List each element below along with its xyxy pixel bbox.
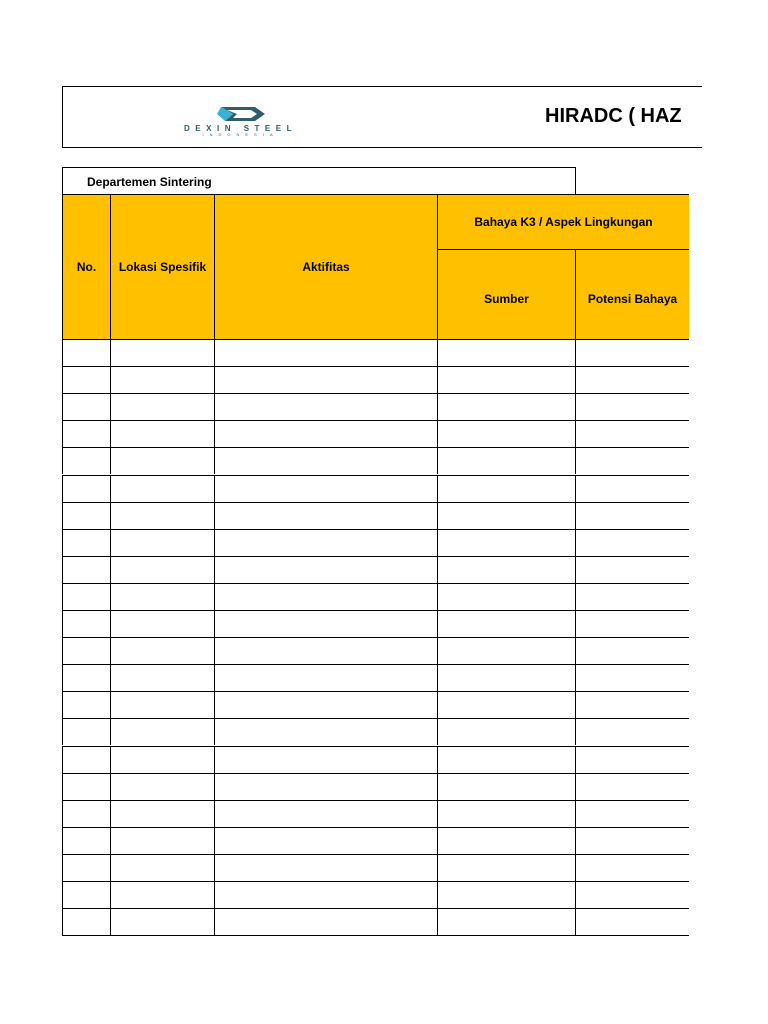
column-header-potensi: Potensi Bahaya — [575, 249, 689, 339]
table-cell-no — [62, 475, 110, 502]
table-cell-no — [62, 664, 110, 691]
table-cell-sumber — [437, 718, 575, 745]
company-logo — [163, 105, 318, 137]
table-cell-potensi — [575, 691, 689, 718]
table-cell-sumber — [437, 610, 575, 637]
table-cell-aktifitas — [214, 447, 437, 474]
table-cell-sumber — [437, 475, 575, 502]
table-cell-potensi — [575, 854, 689, 881]
table-cell-lokasi — [110, 529, 214, 556]
table-cell-aktifitas — [214, 881, 437, 908]
table-cell-aktifitas — [214, 827, 437, 854]
table-cell-sumber — [437, 827, 575, 854]
table-cell-no — [62, 773, 110, 800]
table-cell-potensi — [575, 393, 689, 420]
table-cell-sumber — [437, 366, 575, 393]
table-cell-potensi — [575, 746, 689, 773]
table-cell-sumber — [437, 637, 575, 664]
table-cell-lokasi — [110, 475, 214, 502]
table-cell-aktifitas — [214, 691, 437, 718]
table-cell-potensi — [575, 420, 689, 447]
table-cell-sumber — [437, 447, 575, 474]
table-cell-lokasi — [110, 637, 214, 664]
table-cell-no — [62, 881, 110, 908]
table-cell-no — [62, 583, 110, 610]
table-cell-potensi — [575, 773, 689, 800]
table-cell-aktifitas — [214, 664, 437, 691]
table-cell-sumber — [437, 881, 575, 908]
table-cell-lokasi — [110, 366, 214, 393]
table-cell-sumber — [437, 691, 575, 718]
table-cell-aktifitas — [214, 637, 437, 664]
table-cell-no — [62, 854, 110, 881]
table-cell-potensi — [575, 475, 689, 502]
table-cell-aktifitas — [214, 529, 437, 556]
table-cell-sumber — [437, 502, 575, 529]
table-cell-lokasi — [110, 556, 214, 583]
table-cell-lokasi — [110, 691, 214, 718]
table-cell-no — [62, 339, 110, 366]
table-cell-lokasi — [110, 339, 214, 366]
table-cell-no — [62, 800, 110, 827]
column-header-lokasi: Lokasi Spesifik — [110, 194, 214, 339]
table-cell-aktifitas — [214, 475, 437, 502]
logo-subtext: INDONESIA — [202, 132, 279, 137]
table-cell-lokasi — [110, 420, 214, 447]
table-cell-no — [62, 718, 110, 745]
table-cell-aktifitas — [214, 610, 437, 637]
table-cell-sumber — [437, 420, 575, 447]
table-cell-sumber — [437, 393, 575, 420]
table-cell-aktifitas — [214, 718, 437, 745]
table-cell-no — [62, 827, 110, 854]
table-cell-potensi — [575, 827, 689, 854]
department-label: Departemen Sintering — [62, 167, 576, 195]
table-cell-no — [62, 610, 110, 637]
table-cell-no — [62, 529, 110, 556]
table-cell-aktifitas — [214, 800, 437, 827]
table-cell-aktifitas — [214, 366, 437, 393]
table-cell-potensi — [575, 610, 689, 637]
document-header — [62, 86, 702, 148]
table-cell-potensi — [575, 339, 689, 366]
table-cell-potensi — [575, 583, 689, 610]
column-group-bahaya: Bahaya K3 / Aspek Lingkungan — [437, 194, 689, 249]
table-cell-aktifitas — [214, 339, 437, 366]
table-cell-potensi — [575, 718, 689, 745]
table-cell-no — [62, 746, 110, 773]
table-cell-potensi — [575, 529, 689, 556]
table-cell-sumber — [437, 854, 575, 881]
table-cell-sumber — [437, 556, 575, 583]
table-cell-lokasi — [110, 827, 214, 854]
table-cell-aktifitas — [214, 420, 437, 447]
table-cell-lokasi — [110, 664, 214, 691]
table-cell-lokasi — [110, 854, 214, 881]
table-cell-potensi — [575, 366, 689, 393]
table-cell-sumber — [437, 773, 575, 800]
table-cell-sumber — [437, 583, 575, 610]
table-cell-potensi — [575, 881, 689, 908]
table-cell-potensi — [575, 800, 689, 827]
column-header-no: No. — [62, 194, 110, 339]
table-cell-potensi — [575, 908, 689, 935]
table-bottom-border — [62, 935, 689, 936]
table-cell-aktifitas — [214, 908, 437, 935]
logo-mark-icon — [163, 105, 318, 125]
table-cell-aktifitas — [214, 773, 437, 800]
table-cell-aktifitas — [214, 502, 437, 529]
column-header-aktifitas: Aktifitas — [214, 194, 437, 339]
table-cell-potensi — [575, 447, 689, 474]
table-cell-sumber — [437, 908, 575, 935]
table-cell-lokasi — [110, 718, 214, 745]
table-cell-sumber — [437, 746, 575, 773]
table-cell-potensi — [575, 664, 689, 691]
table-cell-no — [62, 447, 110, 474]
table-cell-lokasi — [110, 908, 214, 935]
table-cell-aktifitas — [214, 393, 437, 420]
document-title: HIRADC ( HAZ — [545, 105, 682, 127]
table-cell-no — [62, 908, 110, 935]
table-cell-no — [62, 393, 110, 420]
table-cell-aktifitas — [214, 556, 437, 583]
table-cell-aktifitas — [214, 854, 437, 881]
table-cell-sumber — [437, 529, 575, 556]
table-cell-lokasi — [110, 610, 214, 637]
table-cell-lokasi — [110, 502, 214, 529]
table-cell-no — [62, 637, 110, 664]
logo-text: DEXIN STEEL — [184, 124, 297, 133]
table-cell-no — [62, 502, 110, 529]
table-cell-lokasi — [110, 746, 214, 773]
table-cell-potensi — [575, 502, 689, 529]
table-cell-lokasi — [110, 773, 214, 800]
table-cell-lokasi — [110, 881, 214, 908]
column-header-sumber: Sumber — [437, 249, 575, 339]
table-cell-no — [62, 366, 110, 393]
table-cell-lokasi — [110, 393, 214, 420]
table-cell-aktifitas — [214, 746, 437, 773]
table-cell-potensi — [575, 637, 689, 664]
table-cell-lokasi — [110, 447, 214, 474]
table-cell-sumber — [437, 664, 575, 691]
table-cell-lokasi — [110, 800, 214, 827]
table-cell-no — [62, 420, 110, 447]
table-cell-no — [62, 691, 110, 718]
table-cell-sumber — [437, 339, 575, 366]
table-cell-potensi — [575, 556, 689, 583]
table-cell-aktifitas — [214, 583, 437, 610]
table-cell-sumber — [437, 800, 575, 827]
table-cell-lokasi — [110, 583, 214, 610]
table-cell-no — [62, 556, 110, 583]
